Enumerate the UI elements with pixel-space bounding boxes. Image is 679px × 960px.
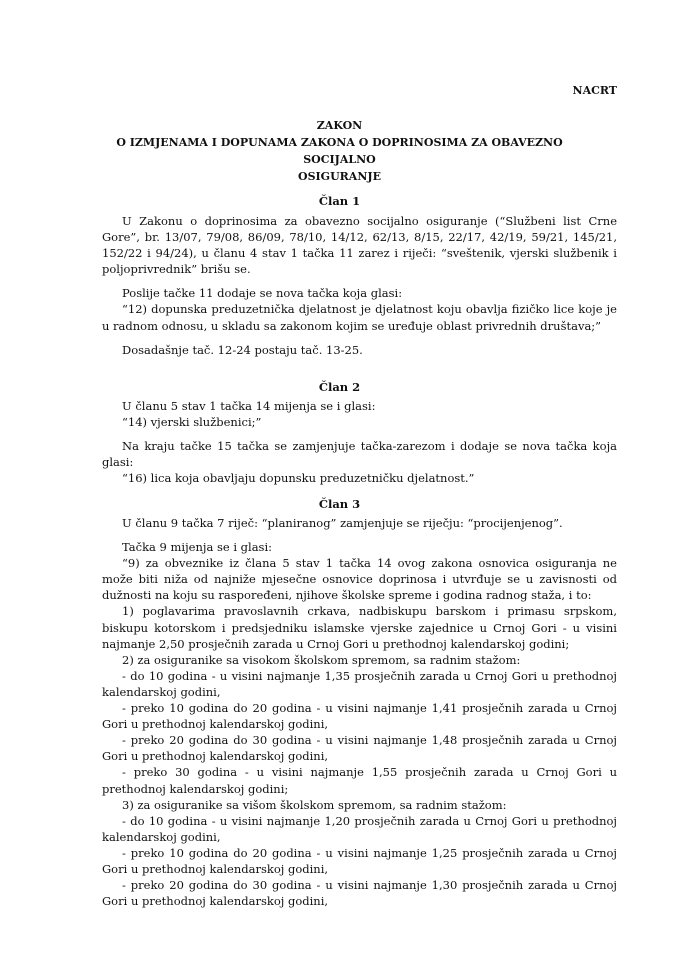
- article-3-paragraph: - preko 30 godina - u visini najmanje 1,55 prosječnih zarada u Crnoj Gori u prethodnoj kalendarskoj godini;: [102, 765, 617, 796]
- law-title: [90, 117, 589, 185]
- article-3-paragraph: - do 10 godina - u visini najmanje 1,20 prosječnih zarada u Crnoj Gori u prethodnoj kalendarskoj godini,: [102, 813, 617, 844]
- article-2-paragraph: “14) vjerski službenici;”: [122, 415, 262, 430]
- article-3-paragraph: 2) za osiguranike sa visokom školskom spremom, sa radnim stažom:: [122, 652, 521, 667]
- article-1-paragraph: Poslije tačke 11 dodaje se nova tačka koja glasi:: [122, 286, 403, 301]
- article-2-body: [102, 398, 617, 486]
- article-3-paragraph: - preko 20 godina do 30 godina - u visini najmanje 1,48 prosječnih zarada u Crnoj Gori u prethodnoj kalendarskoj godini,: [102, 733, 617, 764]
- law-title-line-3: OSIGURANJE: [298, 170, 381, 183]
- article-3-paragraph: - preko 20 godina do 30 godina - u visini najmanje 1,30 prosječnih zarada u Crnoj Gori u prethodnoj kalendarskoj godini,: [102, 878, 617, 909]
- article-3-paragraph: Tačka 9 mijenja se i glasi:: [122, 540, 273, 555]
- draft-label: NACRT: [572, 84, 617, 97]
- article-2-paragraph: “16) lica koja obavljaju dopunsku preduzetničku djelatnost.”: [122, 471, 475, 486]
- article-1-heading: Član 1: [318, 194, 361, 208]
- article-1-paragraph: “12) dopunska preduzetnička djelatnost je djelatnost koju obavlja fizičko lice koje je u radnom odnosu, u skladu sa zakonom kojim se uređuje oblast privrednih društava;”: [102, 302, 617, 333]
- article-3-heading: Član 3: [318, 497, 361, 511]
- article-1-paragraph: U Zakonu o doprinosima za obavezno socijalno osiguranje (“Službeni list Crne Gore”, br. 13/07, 79/08, 86/09, 78/10, 14/12, 62/13, 8/15, 22/17, 42/19, 59/21, 145/21, 152/22 i 94/24), u članu 4 stav 1 tačka 11 zarez i riječi: “sveštenik, vjerski službenik i poljoprivrednik” brišu se.: [102, 214, 617, 277]
- article-2-heading: Član 2: [318, 380, 361, 394]
- article-3-paragraph: U članu 9 tačka 7 riječ: “planiranog” zamjenjuje se riječju: “procijenjenog”.: [122, 516, 563, 530]
- article-3-paragraph: - do 10 godina - u visini najmanje 1,35 prosječnih zarada u Crnoj Gori u prethodnoj kalendarskoj godini,: [102, 668, 617, 699]
- law-title-line-1: ZAKON: [316, 119, 363, 132]
- article-2-paragraph: U članu 5 stav 1 tačka 14 mijenja se i glasi:: [122, 399, 376, 413]
- article-3-paragraph: - preko 10 godina do 20 godina - u visini najmanje 1,25 prosječnih zarada u Crnoj Gori u prethodnoj kalendarskoj godini,: [102, 845, 617, 876]
- article-1-body: [102, 213, 617, 358]
- article-3-paragraph: “9) za obveznike iz člana 5 stav 1 tačka 14 ovog zakona osnovica osiguranja ne može biti niža od najniže mjesečne osnovice doprinosa i utvrđuje se u zavisnosti od dužnosti na koju su raspoređeni, njihove školske spreme i godina radnog staža, i to:: [102, 556, 617, 603]
- article-3-body: [102, 515, 617, 909]
- article-3-paragraph: - preko 10 godina do 20 godina - u visini najmanje 1,41 prosječnih zarada u Crnoj Gori u prethodnoj kalendarskoj godini,: [102, 701, 617, 732]
- article-3-paragraph: 1) poglavarima pravoslavnih crkava, nadbiskupu barskom i primasu srpskom, biskupu kotorskom i predsjedniku islamske vjerske zajednice u Crnoj Gori - u visini najmanje 2,50 prosječnih zarada u Crnoj Gori u prethodnoj kalendarskoj godini;: [102, 604, 617, 651]
- article-2-paragraph: Na kraju tačke 15 tačka se zamjenjuje tačka-zarezom i dodaje se nova tačka koja glasi:: [102, 439, 617, 470]
- article-1-paragraph: Dosadašnje tač. 12-24 postaju tač. 13-25.: [122, 342, 363, 357]
- article-3-paragraph: 3) za osiguranike sa višom školskom spremom, sa radnim stažom:: [122, 797, 507, 812]
- law-title-line-2: O IZMJENAMA I DOPUNAMA ZAKONA O DOPRINOSIMA ZA OBAVEZNO SOCIJALNO: [116, 136, 563, 166]
